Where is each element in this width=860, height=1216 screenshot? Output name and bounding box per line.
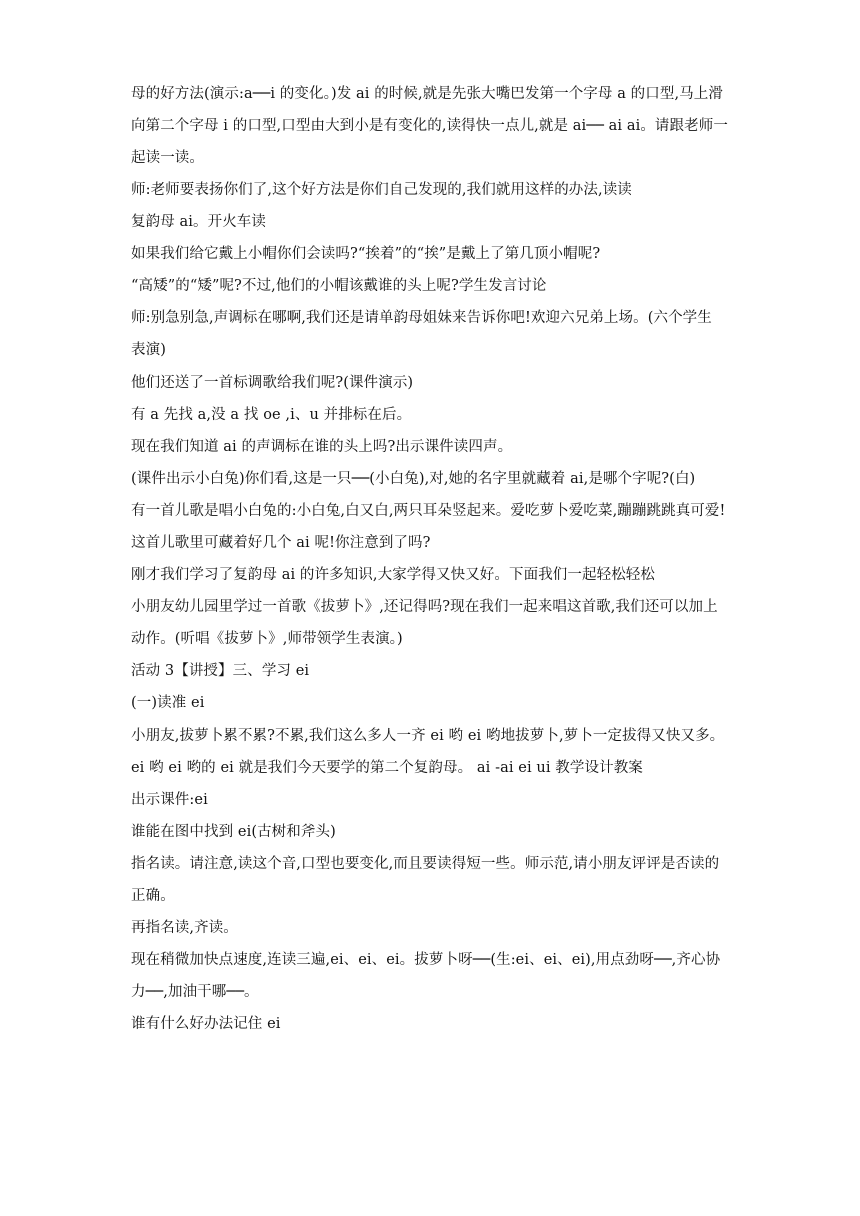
- text-line: 他们还送了一首标调歌给我们呢?(课件演示): [131, 375, 414, 391]
- text-line: 小朋友幼儿园里学过一首歌《拔萝卜》,还记得吗?现在我们一起来唱这首歌,我们还可以加上: [131, 599, 718, 615]
- text-line: (课件出示小白兔)你们看,这是一只──(小白兔),对,她的名字里就藏着 ai,是哪个字呢?(白): [131, 471, 696, 487]
- text-line: 如果我们给它戴上小帽你们会读吗?“挨着”的“挨”是戴上了第几顶小帽呢?: [131, 246, 601, 262]
- text-line: 有 a 先找 a,没 a 找 oe ,i、u 并排标在后。: [131, 407, 412, 423]
- text-line: 有一首儿歌是唱小白兔的:小白兔,白又白,两只耳朵竖起来。爱吃萝卜爱吃菜,蹦蹦跳跳真可爱!: [131, 503, 726, 519]
- text-line: 出示课件:ei: [131, 792, 208, 808]
- text-line: ei 哟 ei 哟的 ei 就是我们今天要学的第二个复韵母。 ai -ai ei ui 教学设计教案: [131, 760, 643, 776]
- text-line: 师:别急别急,声调标在哪啊,我们还是请单韵母姐妹来告诉你吧!欢迎六兄弟上场。(六个学生: [131, 310, 712, 326]
- text-line: 动作。(听唱《拔萝卜》,师带领学生表演。): [131, 631, 403, 647]
- text-line: 谁能在图中找到 ei(古树和斧头): [131, 824, 336, 840]
- text-line: 师:老师要表扬你们了,这个好方法是你们自己发现的,我们就用这样的办法,读读: [131, 182, 632, 198]
- text-line: 现在稍微加快点速度,连读三遍,ei、ei、ei。拔萝卜呀──(生:ei、ei、ei),用点劲呀──,齐心协: [131, 952, 721, 968]
- text-line: 指名读。请注意,读这个音,口型也要变化,而且要读得短一些。师示范,请小朋友评评是否读的: [131, 856, 720, 872]
- text-line: 谁有什么好办法记住 ei: [131, 1016, 281, 1032]
- text-line: 向第二个字母 i 的口型,口型由大到小是有变化的,读得快一点儿,就是 ai── ai ai。请跟老师一: [131, 118, 728, 134]
- subsection-heading: (一)读准 ei: [131, 695, 205, 711]
- text-line: 正确。: [131, 888, 175, 904]
- text-line: 母的好方法(演示:a──i 的变化。)发 ai 的时候,就是先张大嘴巴发第一个字母 a 的口型,马上滑: [131, 86, 723, 102]
- text-line: 这首儿歌里可藏着好几个 ai 呢!你注意到了吗?: [131, 535, 431, 551]
- text-line: 复韵母 ai。开火车读: [131, 214, 266, 230]
- text-line: “高矮”的“矮”呢?不过,他们的小帽该戴谁的头上呢?学生发言讨论: [131, 278, 547, 294]
- section-heading: 活动 3【讲授】三、学习 ei: [131, 663, 310, 679]
- text-line: 力──,加油干哪──。: [131, 984, 259, 1000]
- text-line: 刚才我们学习了复韵母 ai 的许多知识,大家学得又快又好。下面我们一起轻松轻松: [131, 567, 656, 583]
- text-line: 再指名读,齐读。: [131, 920, 238, 936]
- text-line: 现在我们知道 ai 的声调标在谁的头上吗?出示课件读四声。: [131, 439, 513, 455]
- text-line: 小朋友,拔萝卜累不累?不累,我们这么多人一齐 ei 哟 ei 哟地拔萝卜,萝卜一定拔得又快又多。: [131, 728, 725, 744]
- text-line: 表演): [131, 342, 166, 358]
- text-line: 起读一读。: [131, 150, 204, 166]
